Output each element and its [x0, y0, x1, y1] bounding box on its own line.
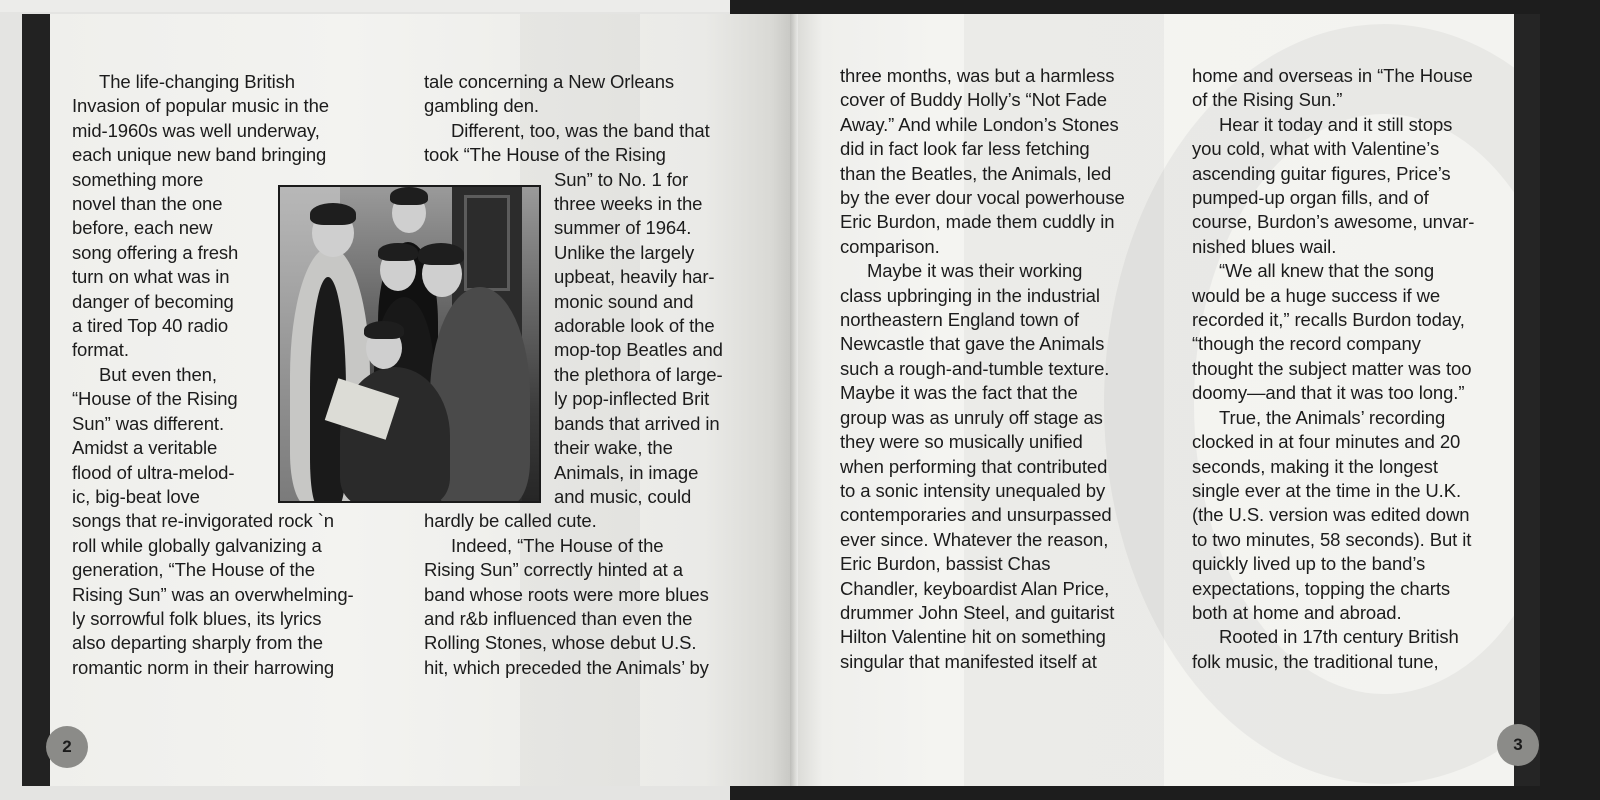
text-line: Rooted in 17th century British — [1219, 626, 1459, 648]
text-line: Sun” was different. — [72, 412, 225, 434]
photo-hair — [378, 243, 418, 261]
text-line: Invasion of popular music in the — [72, 95, 329, 117]
text-line: quickly lived up to the band’s — [1192, 553, 1426, 575]
text-line: class upbringing in the industrial — [840, 284, 1100, 306]
photo-hair — [418, 243, 464, 265]
text-line: Rising Sun” correctly hinted at a — [424, 559, 683, 581]
right-page-column-2 — [1192, 64, 1474, 674]
text-line: Chandler, keyboardist Alan Price, — [840, 577, 1110, 599]
text-line: also departing sharply from the — [72, 632, 323, 654]
text-line: The life-changing British — [99, 71, 295, 92]
text-line: nished blues wail. — [1192, 235, 1337, 257]
text-line: generation, “The House of the — [72, 559, 315, 581]
text-line: of the Rising Sun.” — [1192, 89, 1343, 111]
text-line: Eric Burdon, bassist Chas — [840, 553, 1051, 575]
text-line: mop-top Beatles and — [554, 339, 723, 361]
text-line: danger of becoming — [72, 290, 234, 312]
text-line: Sun” to No. 1 for — [554, 168, 689, 190]
text-line: Amidst a veritable — [72, 437, 218, 459]
text-line: each unique new band bringing — [72, 144, 327, 166]
text-line: before, each new — [72, 217, 213, 239]
text-line: recorded it,” recalls Burdon today, — [1192, 309, 1465, 331]
photo-hair — [364, 321, 404, 339]
text-line: Indeed, “The House of the — [451, 534, 664, 556]
text-line: to a sonic intensity unequaled by — [840, 479, 1106, 501]
text-line: comparison. — [840, 235, 940, 257]
text-line: they were so musically unified — [840, 431, 1083, 453]
text-line: flood of ultra-melod- — [72, 461, 235, 483]
text-line: True, the Animals’ recording — [1219, 406, 1446, 428]
text-line: ascending guitar figures, Price’s — [1192, 162, 1451, 184]
text-line: ic, big-beat love — [72, 485, 200, 507]
page-number-badge: 3 — [1497, 724, 1539, 766]
text-line: clocked in at four minutes and 20 — [1192, 431, 1461, 453]
text-line: songs that re-invigorated rock `n — [72, 510, 334, 532]
text-line: But even then, — [99, 363, 217, 385]
text-line: ly sorrowful folk blues, its lyrics — [72, 607, 322, 629]
text-line: format. — [72, 339, 129, 361]
text-line: ever since. Whatever the reason, — [840, 528, 1109, 550]
text-line: Unlike the largely — [554, 241, 695, 263]
text-line: Eric Burdon, made them cuddly in — [840, 211, 1115, 233]
text-line: Away.” And while London’s Stones — [840, 113, 1119, 135]
text-line: Newcastle that gave the Animals — [840, 333, 1105, 355]
text-line: three months, was but a harmless — [840, 65, 1115, 86]
text-line: would be a huge success if we — [1192, 284, 1441, 306]
right-page-column-1 — [840, 64, 1125, 674]
text-line: such a rough-and-tumble texture. — [840, 357, 1110, 379]
text-line: folk music, the traditional tune, — [1192, 650, 1439, 672]
text-line: hardly be called cute. — [424, 510, 597, 532]
text-line: hit, which preceded the Animals’ by — [424, 656, 709, 678]
text-line: drummer John Steel, and guitarist — [840, 601, 1115, 623]
text-line: a tired Top 40 radio — [72, 315, 229, 337]
text-line: “though the record company — [1192, 333, 1421, 355]
photo-hair — [390, 187, 428, 205]
text-line: took “The House of the Rising — [424, 144, 666, 166]
photo-hair — [310, 203, 356, 225]
text-line: contemporaries and unsurpassed — [840, 504, 1112, 526]
text-line: upbeat, heavily har- — [554, 266, 715, 288]
text-line: home and overseas in “The House — [1192, 65, 1473, 86]
text-line: expectations, topping the charts — [1192, 577, 1451, 599]
text-line: northeastern England town of — [840, 309, 1079, 331]
text-line: song offering a fresh — [72, 241, 239, 263]
text-line: mid-1960s was well underway, — [72, 119, 320, 141]
text-line: three weeks in the — [554, 193, 703, 215]
text-line: seconds, making it the longest — [1192, 455, 1438, 477]
text-line: roll while globally galvanizing a — [72, 534, 322, 556]
text-line: pumped-up organ fills, and of — [1192, 187, 1429, 209]
text-line: Rising Sun” was an overwhelming- — [72, 583, 354, 605]
band-photo — [278, 185, 541, 503]
text-line: both at home and abroad. — [1192, 601, 1402, 623]
text-line: than the Beatles, the Animals, led — [840, 162, 1112, 184]
text-line: Maybe it was their working — [867, 260, 1083, 282]
text-line: to two minutes, 58 seconds). But it — [1192, 528, 1472, 550]
text-line: “House of the Rising — [72, 388, 238, 410]
text-line: Rolling Stones, whose debut U.S. — [424, 632, 697, 654]
text-line: by the ever dour vocal powerhouse — [840, 187, 1125, 209]
text-line: and r&b influenced than even the — [424, 607, 693, 629]
book-gutter — [790, 14, 798, 786]
text-line: Different, too, was the band that — [451, 119, 710, 141]
text-line: summer of 1964. — [554, 217, 692, 239]
text-line: cover of Buddy Holly’s “Not Fade — [840, 89, 1107, 111]
text-line: singular that manifested itself at — [840, 650, 1097, 672]
text-line: doomy—and that it was too long.” — [1192, 382, 1465, 404]
text-line: the plethora of large- — [554, 363, 723, 385]
text-line: (the U.S. version was edited down — [1192, 504, 1470, 526]
text-line: monic sound and — [554, 290, 694, 312]
text-line: gambling den. — [424, 95, 539, 117]
text-line: group was as unruly off stage as — [840, 406, 1103, 428]
text-line: and music, could — [554, 485, 692, 507]
text-line: turn on what was in — [72, 266, 230, 288]
text-line: “We all knew that the song — [1219, 260, 1435, 282]
text-line: bands that arrived in — [554, 412, 720, 434]
text-line: novel than the one — [72, 193, 223, 215]
text-line: Animals, in image — [554, 461, 699, 483]
text-line: did in fact look far less fetching — [840, 138, 1090, 160]
text-line: band whose roots were more blues — [424, 583, 709, 605]
text-line: romantic norm in their harrowing — [72, 656, 335, 678]
text-line: adorable look of the — [554, 315, 715, 337]
text-line: Hilton Valentine hit on something — [840, 626, 1106, 648]
text-line: when performing that contributed — [840, 455, 1108, 477]
text-line: Hear it today and it still stops — [1219, 113, 1453, 135]
text-line: their wake, the — [554, 437, 673, 459]
text-line: something more — [72, 168, 204, 190]
text-line: single ever at the time in the U.K. — [1192, 479, 1461, 501]
text-line: thought the subject matter was too — [1192, 357, 1472, 379]
page-number-badge: 2 — [46, 726, 88, 768]
text-line: Maybe it was the fact that the — [840, 382, 1078, 404]
text-line: tale concerning a New Orleans — [424, 71, 675, 92]
photo-door-panel — [464, 195, 510, 291]
text-line: ly pop-inflected Brit — [554, 388, 710, 410]
text-line: course, Burdon’s awesome, unvar- — [1192, 211, 1475, 233]
text-line: you cold, what with Valentine’s — [1192, 138, 1440, 160]
